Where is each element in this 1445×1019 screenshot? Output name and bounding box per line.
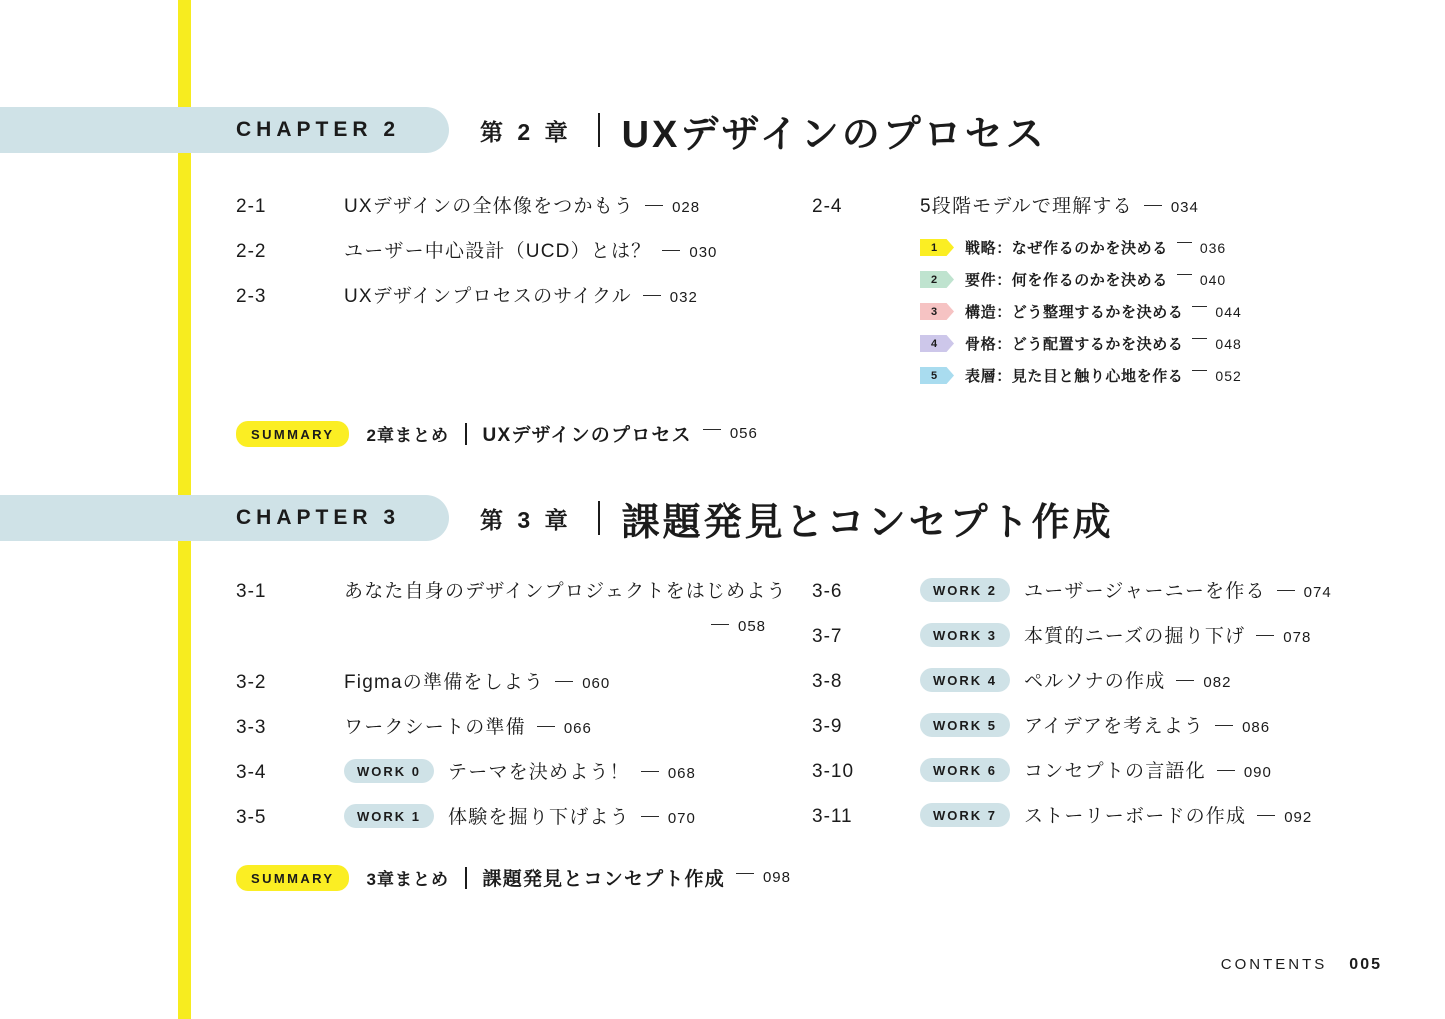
chapter-3-jp-label: 第 3 章 bbox=[480, 506, 572, 533]
toc-entry-number: 3-3 bbox=[236, 717, 267, 738]
toc-entry-page: 068 bbox=[667, 765, 696, 782]
toc-entry[interactable] bbox=[236, 802, 696, 830]
toc-dash bbox=[1277, 590, 1295, 591]
stage-row[interactable] bbox=[920, 237, 1226, 258]
summary-divider bbox=[465, 867, 467, 889]
toc-entry-number: 3-9 bbox=[812, 716, 843, 737]
toc-entry-number: 3-7 bbox=[812, 626, 843, 647]
toc-entry-page: 092 bbox=[1284, 809, 1313, 826]
toc-entry-label: ワークシートの準備 bbox=[344, 717, 526, 738]
chapter-3-heading bbox=[480, 495, 1114, 544]
stage-row[interactable] bbox=[920, 269, 1226, 290]
toc-dash bbox=[537, 726, 555, 727]
work-badge: WORK 7 bbox=[920, 803, 1010, 827]
summary-dash bbox=[736, 873, 754, 874]
toc-entry-label: Figmaの準備をしよう bbox=[344, 672, 545, 693]
stage-label: 骨格：どう配置するかを決める bbox=[965, 336, 1184, 353]
chapter-2-heading bbox=[480, 107, 1047, 156]
toc-entry[interactable] bbox=[812, 666, 1231, 694]
chapter-band-3 bbox=[0, 495, 449, 541]
toc-entry[interactable] bbox=[236, 712, 592, 739]
toc-entry-page: 070 bbox=[667, 810, 696, 827]
toc-dash bbox=[1256, 635, 1274, 636]
toc-entry-label: コンセプトの言語化 bbox=[1024, 761, 1206, 782]
toc-entry[interactable] bbox=[236, 576, 787, 603]
toc-dash bbox=[555, 681, 573, 682]
summary-divider bbox=[465, 423, 467, 445]
toc-entry-number: 3-4 bbox=[236, 762, 267, 783]
toc-entry-page: 030 bbox=[689, 244, 718, 261]
stage-label: 要件：何を作るのかを決める bbox=[965, 272, 1168, 289]
summary-row[interactable] bbox=[236, 864, 791, 891]
toc-entry[interactable] bbox=[812, 711, 1270, 739]
work-badge: WORK 5 bbox=[920, 713, 1010, 737]
toc-entry-number: 2-2 bbox=[236, 241, 267, 262]
stage-arrow-icon bbox=[920, 367, 954, 384]
toc-dash bbox=[1144, 205, 1162, 206]
toc-entry-label: 本質的ニーズの掘り下げ bbox=[1024, 626, 1246, 647]
toc-entry-number: 3-6 bbox=[812, 581, 843, 602]
stage-row[interactable] bbox=[920, 301, 1242, 322]
stage-arrow-icon bbox=[920, 303, 954, 320]
page-footer bbox=[1221, 956, 1382, 974]
chapter-3-divider bbox=[598, 501, 600, 535]
toc-entry-page: 058 bbox=[738, 618, 767, 635]
stage-number: 5 bbox=[930, 369, 938, 382]
chapter-3-title: 課題発見とコンセプト作成 bbox=[621, 501, 1114, 544]
stage-dash bbox=[1177, 242, 1192, 243]
stage-dash bbox=[1192, 338, 1207, 339]
footer-page-number: 005 bbox=[1349, 956, 1382, 973]
toc-entry-label: ユーザー中心設計（UCD）とは？ bbox=[344, 241, 652, 262]
toc-entry-number: 3-10 bbox=[812, 761, 855, 782]
toc-dash bbox=[1257, 815, 1275, 816]
chapter-2-title: UXデザインのプロセス bbox=[621, 113, 1047, 156]
summary-row[interactable] bbox=[236, 420, 758, 447]
stage-number: 4 bbox=[930, 337, 938, 350]
work-badge: WORK 3 bbox=[920, 623, 1010, 647]
toc-entry[interactable] bbox=[812, 621, 1311, 649]
summary-page: 056 bbox=[729, 425, 758, 442]
summary-title: UXデザインのプロセス bbox=[482, 425, 692, 446]
stage-dash bbox=[1192, 370, 1207, 371]
summary-title: 課題発見とコンセプト作成 bbox=[482, 869, 725, 890]
toc-entry-page: 032 bbox=[669, 289, 698, 306]
toc-entry-number: 2-1 bbox=[236, 196, 267, 217]
toc-entry-label: テーマを決めよう！ bbox=[448, 762, 630, 783]
stage-page: 036 bbox=[1199, 239, 1227, 256]
stage-page: 040 bbox=[1199, 271, 1227, 288]
stage-dash bbox=[1177, 274, 1192, 275]
stage-arrow-icon bbox=[920, 239, 954, 256]
toc-dash bbox=[1217, 770, 1235, 771]
stage-page: 048 bbox=[1215, 335, 1242, 352]
toc-entry[interactable] bbox=[236, 757, 696, 785]
toc-entry-number: 3-8 bbox=[812, 671, 843, 692]
toc-entry-label: 5段階モデルで理解する bbox=[920, 196, 1133, 217]
stage-row[interactable] bbox=[920, 365, 1242, 386]
summary-chapter-label: 3章まとめ bbox=[366, 870, 449, 889]
toc-entry-number: 3-1 bbox=[236, 581, 267, 602]
stage-arrow-icon bbox=[920, 271, 954, 288]
toc-entry-page: 090 bbox=[1243, 764, 1272, 781]
stage-label: 戦略：なぜ作るのかを決める bbox=[965, 240, 1168, 257]
stage-page: 052 bbox=[1215, 367, 1242, 384]
toc-entry[interactable] bbox=[236, 667, 610, 694]
toc-entry-label: あなた自身のデザインプロジェクトをはじめよう bbox=[344, 581, 787, 602]
footer-label: CONTENTS bbox=[1220, 956, 1328, 973]
stage-number: 1 bbox=[930, 241, 938, 254]
work-badge: WORK 4 bbox=[920, 668, 1010, 692]
work-badge: WORK 2 bbox=[920, 578, 1010, 602]
toc-entry-label: 体験を掘り下げよう bbox=[448, 807, 630, 828]
stage-page: 044 bbox=[1215, 303, 1242, 320]
toc-entry-page: 082 bbox=[1203, 674, 1232, 691]
toc-dash bbox=[711, 624, 729, 625]
toc-entry-number: 2-4 bbox=[812, 196, 843, 217]
work-badge: WORK 0 bbox=[344, 759, 434, 783]
toc-dash bbox=[643, 295, 661, 296]
toc-entry-number: 3-5 bbox=[236, 807, 267, 828]
chapter-2-band-label: CHAPTER 2 bbox=[236, 118, 401, 141]
chapter-2-divider bbox=[598, 113, 600, 147]
stage-label: 構造：どう整理するかを決める bbox=[965, 304, 1184, 321]
toc-entry[interactable] bbox=[812, 756, 1272, 784]
toc-entry-label: ストーリーボードの作成 bbox=[1024, 806, 1247, 827]
stage-number: 2 bbox=[930, 273, 938, 286]
toc-dash bbox=[641, 816, 659, 817]
stage-row[interactable] bbox=[920, 333, 1242, 354]
work-badge: WORK 1 bbox=[344, 804, 434, 828]
summary-dash bbox=[703, 429, 721, 430]
toc-entry-continuation bbox=[700, 618, 766, 635]
toc-entry-label: ユーザージャーニーを作る bbox=[1024, 581, 1266, 602]
chapter-3-band-label: CHAPTER 3 bbox=[236, 506, 401, 529]
toc-entry[interactable] bbox=[236, 191, 700, 218]
toc-dash bbox=[641, 771, 659, 772]
toc-entry-page: 034 bbox=[1170, 199, 1199, 216]
toc-entry-label: UXデザインの全体像をつかもう bbox=[344, 196, 635, 217]
summary-badge: SUMMARY bbox=[236, 421, 349, 447]
summary-page: 098 bbox=[762, 869, 791, 886]
toc-entry-page: 078 bbox=[1283, 629, 1312, 646]
stage-number: 3 bbox=[930, 305, 938, 318]
toc-entry-number: 2-3 bbox=[236, 286, 267, 307]
toc-entry-number: 3-11 bbox=[812, 806, 853, 827]
toc-entry-page: 060 bbox=[582, 675, 611, 692]
stage-dash bbox=[1192, 306, 1207, 307]
toc-entry-page: 028 bbox=[672, 199, 701, 216]
toc-entry-page: 086 bbox=[1242, 719, 1271, 736]
summary-badge: SUMMARY bbox=[236, 865, 349, 891]
toc-entry[interactable] bbox=[812, 191, 1199, 218]
summary-chapter-label: 2章まとめ bbox=[366, 426, 449, 445]
stage-arrow-icon bbox=[920, 335, 954, 352]
toc-entry[interactable] bbox=[236, 281, 698, 308]
stage-label: 表層：見た目と触り心地を作る bbox=[965, 368, 1184, 385]
toc-entry-page: 074 bbox=[1303, 584, 1332, 601]
chapter-band-2 bbox=[0, 107, 449, 153]
toc-entry-number: 3-2 bbox=[236, 672, 267, 693]
toc-entry-label: アイデアを考えよう bbox=[1024, 716, 1205, 737]
toc-entry-page: 066 bbox=[563, 720, 592, 737]
work-badge: WORK 6 bbox=[920, 758, 1010, 782]
toc-dash bbox=[662, 250, 680, 251]
toc-entry[interactable] bbox=[812, 576, 1332, 604]
toc-dash bbox=[645, 205, 663, 206]
toc-entry-label: UXデザインプロセスのサイクル bbox=[344, 286, 632, 307]
toc-entry[interactable] bbox=[812, 801, 1312, 829]
toc-dash bbox=[1176, 680, 1194, 681]
toc-entry-label: ペルソナの作成 bbox=[1024, 671, 1166, 692]
toc-dash bbox=[1215, 725, 1233, 726]
toc-entry[interactable] bbox=[236, 236, 717, 263]
chapter-2-jp-label: 第 2 章 bbox=[480, 118, 572, 145]
